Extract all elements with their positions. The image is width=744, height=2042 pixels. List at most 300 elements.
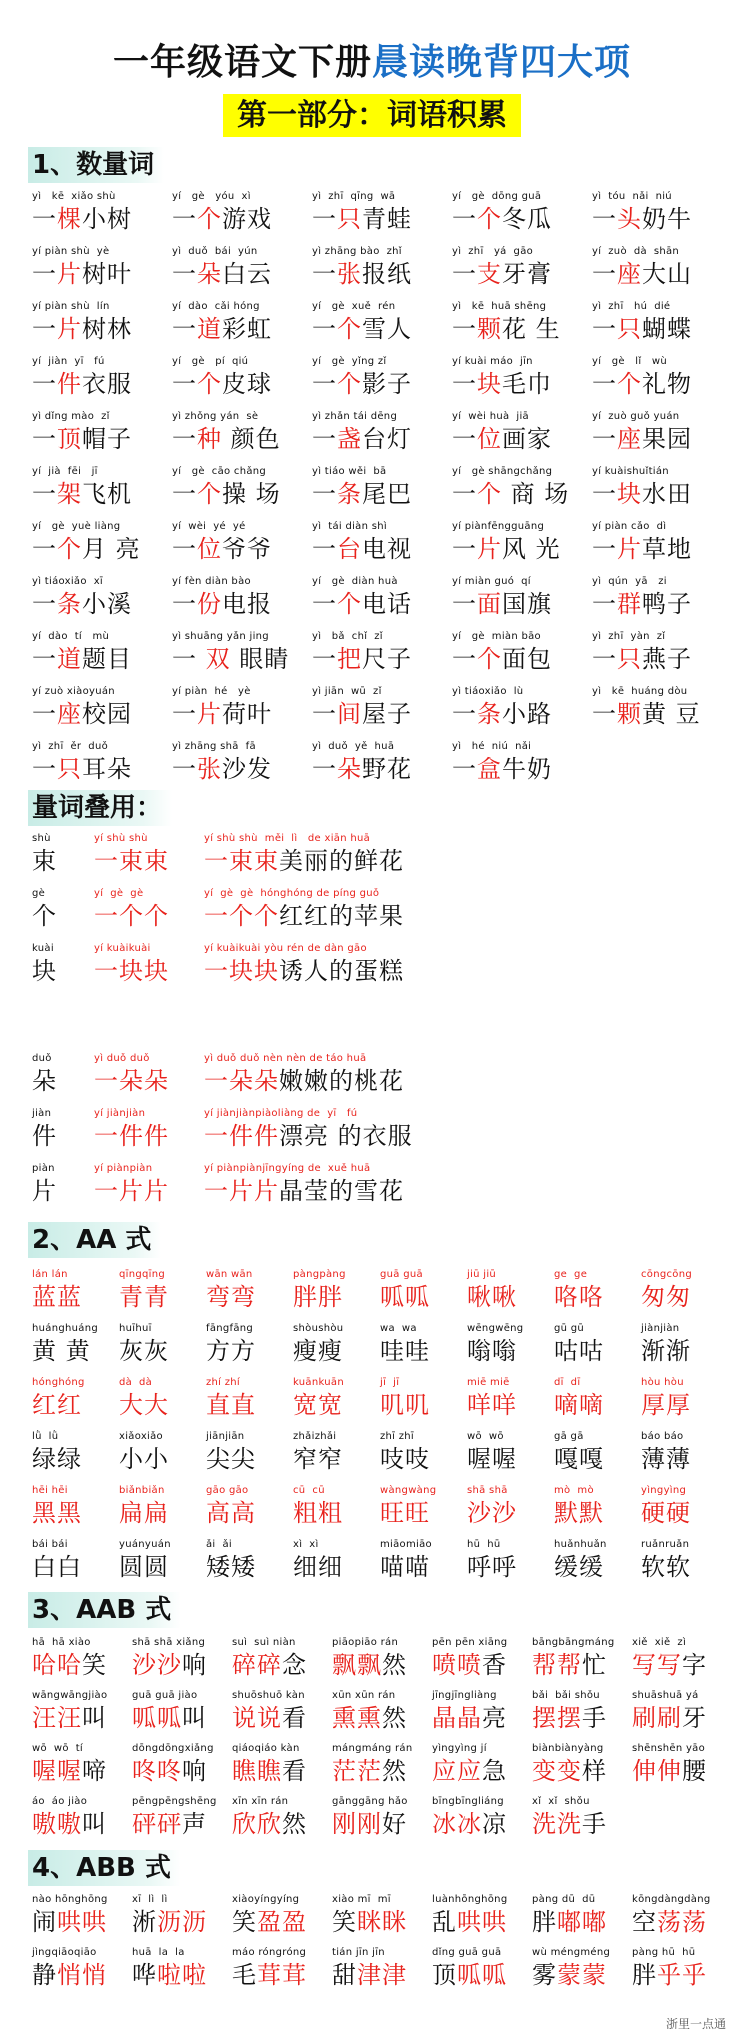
quantifier-phrase: [312, 588, 452, 620]
quantifier-item: [592, 190, 732, 245]
phrase-red: 一个个: [204, 902, 279, 930]
quantifier-phrase: [312, 423, 452, 455]
measure-word: 件: [57, 370, 82, 398]
pinyin: pēn pēn xiāng: [432, 1637, 508, 1648]
part-label: [0, 90, 744, 134]
aab-grid: [32, 1636, 732, 1848]
pinyin: jīngjīngliàng: [432, 1690, 497, 1701]
aa-word: [293, 1322, 380, 1376]
pinyin: dǐng guā guā: [432, 1947, 502, 1958]
aa-word: [467, 1538, 554, 1592]
word: [232, 1808, 332, 1840]
measure-word: 个: [477, 645, 502, 673]
noun: 黄 豆: [642, 700, 701, 728]
quantifier-row: [32, 355, 732, 410]
quantifier-item: [32, 245, 172, 300]
pinyin: yí gè gè hónghóng de píng guǒ: [204, 888, 380, 899]
quantifier-item: [32, 410, 172, 465]
aab-word: [32, 1689, 132, 1742]
word-b: 香: [482, 1651, 507, 1679]
word-b: 笑: [82, 1651, 107, 1679]
numeral: 一: [312, 535, 337, 563]
numeral: 一: [592, 480, 617, 508]
pinyin: yí jiànjiànpiàoliàng de yī fú: [204, 1108, 358, 1119]
word: 宽宽: [293, 1391, 343, 1419]
word-bb: 蒙蒙: [557, 1961, 607, 1989]
measure-word: 位: [477, 425, 502, 453]
quantifier-item: [32, 630, 172, 685]
word-aa: 说说: [232, 1704, 282, 1732]
measure-word: 片: [57, 315, 82, 343]
word: 胖胖: [293, 1283, 343, 1311]
pinyin: wàngwàng: [380, 1485, 437, 1496]
aab-word: [232, 1689, 332, 1742]
pinyin: yí gè yuè liàng: [32, 521, 121, 532]
aab-word: [332, 1742, 432, 1795]
word-b: 看: [282, 1757, 307, 1785]
word-aa: 刷刷: [632, 1704, 682, 1732]
quantifier-phrase: [172, 478, 312, 510]
quantifier-item: [452, 465, 592, 520]
noun: 果园: [642, 425, 692, 453]
word: 嘀嘀: [554, 1391, 604, 1419]
section-heading-reduplication: 量词叠用：: [28, 790, 172, 826]
aab-row: [32, 1795, 732, 1848]
word: [332, 1808, 432, 1840]
pinyin: suì suì niàn: [232, 1637, 296, 1648]
word-b: 叫: [82, 1810, 107, 1838]
pinyin: yì zhǎn tái dēng: [312, 411, 398, 422]
noun: 雪人: [362, 315, 412, 343]
word: [332, 1702, 432, 1734]
quantifier-phrase: [452, 203, 592, 235]
measure-word: 朵: [337, 755, 362, 783]
quantifier-item: [32, 465, 172, 520]
pinyin: jī jī: [380, 1377, 400, 1388]
quantifier-phrase: [312, 368, 452, 400]
word-aa: 熏熏: [332, 1704, 382, 1732]
quantifier-row: [32, 300, 732, 355]
measure-word: 个: [477, 205, 502, 233]
pinyin: gāo gāo: [206, 1485, 249, 1496]
aab-word: [432, 1742, 532, 1795]
single-word: [32, 1107, 94, 1162]
measure-word: 个: [197, 480, 222, 508]
noun: 冬瓜: [502, 205, 552, 233]
noun: 小树: [82, 205, 132, 233]
pinyin: yí piàn cǎo dì: [592, 521, 667, 532]
pinyin: kuānkuān: [293, 1377, 344, 1388]
aa-word: [32, 1484, 119, 1538]
word: 默默: [554, 1499, 604, 1527]
word-b: 然: [382, 1651, 407, 1679]
aa-row: [32, 1538, 728, 1592]
measure-word: 颗: [617, 700, 642, 728]
word: 一块块: [94, 957, 169, 985]
noun: 校园: [82, 700, 132, 728]
quantifier-item: [312, 355, 452, 410]
measure-word: 座: [617, 260, 642, 288]
numeral: 一: [172, 260, 197, 288]
quantifier-item: [452, 520, 592, 575]
noun: 树叶: [82, 260, 132, 288]
quantifier-item: [172, 300, 312, 355]
word: [332, 1755, 432, 1787]
aa-word: [32, 1538, 119, 1592]
abb-word: [532, 1893, 632, 1946]
measure-word: 种: [197, 425, 222, 453]
pinyin: yí piàn shù yè: [32, 246, 110, 257]
aa-word: [554, 1268, 641, 1322]
measure-word: 位: [197, 535, 222, 563]
quantifier-item: [32, 190, 172, 245]
word: 块: [32, 957, 57, 985]
quantifier-item: [312, 685, 452, 740]
pinyin: xiào mī mī: [332, 1894, 391, 1905]
aa-word: [554, 1538, 641, 1592]
word: 喔喔: [467, 1445, 517, 1473]
word-b: 手: [582, 1704, 607, 1732]
pinyin: yì tái diàn shì: [312, 521, 387, 532]
numeral: 一: [452, 535, 477, 563]
quantifier-phrase: [312, 203, 452, 235]
pinyin: yì kē xiǎo shù: [32, 191, 116, 202]
quantifier-item: [172, 575, 312, 630]
word: 蓝蓝: [32, 1283, 82, 1311]
word-aa: 哈哈: [32, 1651, 82, 1679]
pinyin: dà dà: [119, 1377, 153, 1388]
abb-word: [232, 1946, 332, 1999]
abb-row: [32, 1946, 732, 1999]
quantifier-item: [592, 685, 732, 740]
word: [632, 1755, 732, 1787]
quantifier-item: [172, 520, 312, 575]
pinyin: yí gè yǐng zǐ: [312, 356, 387, 367]
quantifier-item: [172, 465, 312, 520]
pinyin: yí miàn guó qí: [452, 576, 531, 587]
phrase: [204, 845, 524, 877]
numeral: 一: [32, 315, 57, 343]
word: 硬硬: [641, 1499, 691, 1527]
abb-word: [332, 1893, 432, 1946]
noun: 商 场: [502, 480, 570, 508]
pinyin: yì kē huā shēng: [452, 301, 547, 312]
numeral: 一: [172, 755, 197, 783]
quantifier-phrase: [172, 368, 312, 400]
aa-word: [641, 1376, 728, 1430]
pinyin: yí shù shù: [94, 833, 148, 844]
quantifier-item: [592, 465, 732, 520]
word: 缓缓: [554, 1553, 604, 1581]
measure-word: 棵: [57, 205, 82, 233]
aab-word: [332, 1689, 432, 1742]
reduplicated-word: [94, 832, 204, 887]
quantifier-phrase: [32, 588, 172, 620]
abb-row: [32, 1893, 732, 1946]
aab-word: [432, 1795, 532, 1848]
word-a: 顶: [432, 1961, 457, 1989]
phrase-black: 漂亮 的衣服: [279, 1122, 413, 1150]
measure-word: 支: [477, 260, 502, 288]
word: 矮矮: [206, 1553, 256, 1581]
quantifier-item: [592, 410, 732, 465]
quantifier-phrase: [592, 698, 732, 730]
word-b: 声: [182, 1810, 207, 1838]
measure-word: 个: [197, 370, 222, 398]
pinyin: wa wa: [380, 1323, 417, 1334]
quantifier-phrase: [32, 258, 172, 290]
pinyin: wù méngméng: [532, 1947, 611, 1958]
aab-word: [132, 1636, 232, 1689]
word-aa: 帮帮: [532, 1651, 582, 1679]
numeral: 一: [172, 535, 197, 563]
noun: 飞机: [82, 480, 132, 508]
pinyin: hā hā xiào: [32, 1637, 91, 1648]
word-a: 乱: [432, 1908, 457, 1936]
pinyin: gū gū: [554, 1323, 585, 1334]
pinyin: pàng hū hū: [632, 1947, 696, 1958]
word-aa: 汪汪: [32, 1704, 82, 1732]
noun: 彩虹: [222, 315, 272, 343]
word: 一件件: [94, 1122, 169, 1150]
pinyin: yí zuò dà shān: [592, 246, 680, 257]
pinyin: jiānjiān: [206, 1431, 245, 1442]
quantifier-item: [32, 740, 172, 795]
abb-word: [432, 1946, 532, 1999]
aab-word: [232, 1742, 332, 1795]
pinyin: yì zhī ěr duǒ: [32, 741, 109, 752]
phrase: [204, 1065, 524, 1097]
quantifier-item: [172, 410, 312, 465]
word-bb: 呱呱: [457, 1961, 507, 1989]
pinyin: cū cū: [293, 1485, 325, 1496]
aab-word: [232, 1795, 332, 1848]
pinyin: qiáoqiáo kàn: [232, 1743, 300, 1754]
pinyin: yí gè xuě rén: [312, 301, 396, 312]
page-title: [0, 34, 744, 85]
measure-word: 张: [197, 755, 222, 783]
phrase-black: 美丽的鲜花: [279, 847, 404, 875]
quantifier-phrase: [452, 478, 592, 510]
aa-word: [293, 1268, 380, 1322]
quantifier-phrase: [172, 423, 312, 455]
numeral: 一: [32, 755, 57, 783]
example-phrase: [204, 1162, 524, 1217]
pinyin: yí jià fēi jī: [32, 466, 98, 477]
numeral: 一: [592, 205, 617, 233]
pinyin: yì zhāng shā fā: [172, 741, 256, 752]
quantifier-phrase: [32, 368, 172, 400]
word: [232, 1959, 332, 1991]
pinyin: yì hé niú nǎi: [452, 741, 532, 752]
word-aa: 咚咚: [132, 1757, 182, 1785]
word: 薄薄: [641, 1445, 691, 1473]
pinyin: yì tiáoxiǎo lù: [452, 686, 524, 697]
pinyin: báo báo: [641, 1431, 684, 1442]
noun: 青蛙: [362, 205, 412, 233]
noun: 电话: [362, 590, 412, 618]
noun: 燕子: [642, 645, 692, 673]
noun: 礼物: [642, 370, 692, 398]
word-b: 叫: [82, 1704, 107, 1732]
single-word: [32, 1052, 94, 1107]
word: 高高: [206, 1499, 256, 1527]
pinyin: yí gè lǐ wù: [592, 356, 667, 367]
word-a: 哗: [132, 1961, 157, 1989]
word-a: 笑: [332, 1908, 357, 1936]
quantifier-item: [592, 575, 732, 630]
word-aa: 茫茫: [332, 1757, 382, 1785]
word-b: 手: [582, 1810, 607, 1838]
pinyin: mò mò: [554, 1485, 594, 1496]
numeral: 一: [312, 315, 337, 343]
abb-word: [632, 1946, 732, 1999]
aa-word: [119, 1430, 206, 1484]
word-a: 空: [632, 1908, 657, 1936]
quantifier-phrase: [312, 313, 452, 345]
numeral: 一: [312, 370, 337, 398]
aa-word: [206, 1376, 293, 1430]
noun: 国旗: [502, 590, 552, 618]
word-a: 雾: [532, 1961, 557, 1989]
pinyin: xīn xīn rán: [232, 1796, 289, 1807]
pinyin: zhí zhí: [206, 1377, 241, 1388]
pinyin: cōngcōng: [641, 1269, 693, 1280]
numeral: 一: [172, 205, 197, 233]
aa-word: [206, 1268, 293, 1322]
word-b: 然: [382, 1757, 407, 1785]
word-bb: 啦啦: [157, 1961, 207, 1989]
word-aa: 欣欣: [232, 1810, 282, 1838]
measure-word: 个: [337, 590, 362, 618]
quantifier-phrase: [452, 753, 592, 785]
section-heading-quantifiers: 1、数量词: [28, 147, 164, 183]
section-heading-aab: 3、AAB 式: [28, 1592, 181, 1628]
numeral: 一: [452, 755, 477, 783]
measure-word: 条: [57, 590, 82, 618]
quantifier-phrase: [32, 478, 172, 510]
aa-word: [554, 1376, 641, 1430]
numeral: 一: [452, 425, 477, 453]
aab-word: [432, 1636, 532, 1689]
pinyin: zhī zhī: [380, 1431, 415, 1442]
aa-word: [380, 1484, 467, 1538]
word: [232, 1755, 332, 1787]
word: [432, 1808, 532, 1840]
word: 大大: [119, 1391, 169, 1419]
reduplication-row: [32, 1107, 524, 1162]
word: 方方: [206, 1337, 256, 1365]
word-aa: 写写: [632, 1651, 682, 1679]
quantifier-phrase: [312, 478, 452, 510]
word: 黑黑: [32, 1499, 82, 1527]
pinyin: yuányuán: [119, 1539, 171, 1550]
quantifier-item: [452, 245, 592, 300]
word-aa: 砰砰: [132, 1810, 182, 1838]
word: 喵喵: [380, 1553, 430, 1581]
word: 圆圆: [119, 1553, 169, 1581]
word: [532, 1808, 632, 1840]
word-b: 字: [682, 1651, 707, 1679]
aab-word: [332, 1636, 432, 1689]
aa-word: [467, 1268, 554, 1322]
pinyin: yí gè diàn huà: [312, 576, 398, 587]
numeral: 一: [452, 480, 477, 508]
pinyin: nào hōnghōng: [32, 1894, 108, 1905]
quantifier-item: [172, 190, 312, 245]
aab-word: [532, 1795, 632, 1848]
aab-word: [532, 1636, 632, 1689]
reduplication-row: [32, 1162, 524, 1217]
word: [632, 1702, 732, 1734]
pinyin: xūn xūn rán: [332, 1690, 396, 1701]
quantifier-row: [32, 245, 732, 300]
quantifier-phrase: [312, 698, 452, 730]
word: 咩咩: [467, 1391, 517, 1419]
pinyin: yì duǒ bái yún: [172, 246, 258, 257]
aa-word: [380, 1538, 467, 1592]
pinyin: pēngpēngshēng: [132, 1796, 217, 1807]
aa-word: [293, 1538, 380, 1592]
word-b: 响: [182, 1757, 207, 1785]
quantifier-item: [32, 520, 172, 575]
numeral: 一: [312, 755, 337, 783]
pinyin: shòushòu: [293, 1323, 344, 1334]
aa-row: [32, 1430, 728, 1484]
example-phrase: [204, 1107, 524, 1162]
pinyin: duǒ: [32, 1053, 52, 1064]
pinyin: yí zuò guǒ yuán: [592, 411, 680, 422]
aab-word: [232, 1636, 332, 1689]
abb-word: [32, 1946, 132, 1999]
word: 哇哇: [380, 1337, 430, 1365]
numeral: 一: [592, 700, 617, 728]
aa-word: [32, 1430, 119, 1484]
pinyin: yì tiáoxiǎo xī: [32, 576, 104, 587]
pinyin: yì zhī yá gāo: [452, 246, 534, 257]
measure-word: 盏: [337, 425, 362, 453]
pinyin: wān wān: [206, 1269, 253, 1280]
word-aa: 刚刚: [332, 1810, 382, 1838]
phrase: [204, 1120, 524, 1152]
word-aa: 应应: [432, 1757, 482, 1785]
phrase-red: 一件件: [204, 1122, 279, 1150]
measure-word: 架: [57, 480, 82, 508]
word: 直直: [206, 1391, 256, 1419]
noun: 毛巾: [502, 370, 552, 398]
pinyin: biànbiànyàng: [532, 1743, 604, 1754]
pinyin: yì tóu nǎi niú: [592, 191, 672, 202]
noun: 牛奶: [502, 755, 552, 783]
pinyin: xì xì: [293, 1539, 319, 1550]
aab-word: [532, 1742, 632, 1795]
word: 叽叽: [380, 1391, 430, 1419]
aab-word: [132, 1795, 232, 1848]
word: 一个个: [94, 902, 169, 930]
noun: 颜色: [222, 425, 281, 453]
pinyin: yí kuài máo jīn: [452, 356, 533, 367]
pinyin: gānggāng hǎo: [332, 1796, 408, 1807]
quantifier-item: [592, 630, 732, 685]
pinyin: wō wō: [467, 1431, 504, 1442]
measure-word: 个: [197, 205, 222, 233]
word: 一朵朵: [94, 1067, 169, 1095]
pinyin: xǐ xǐ shǒu: [532, 1796, 590, 1807]
aab-word: [132, 1742, 232, 1795]
measure-word: 道: [57, 645, 82, 673]
quantifier-phrase: [172, 258, 312, 290]
aab-word: [632, 1636, 732, 1689]
